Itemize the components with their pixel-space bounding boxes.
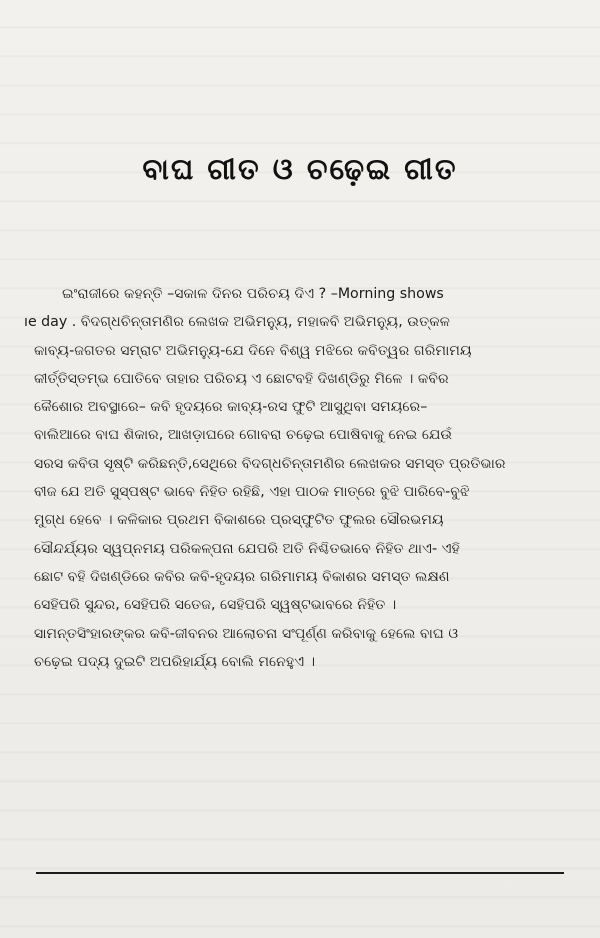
text-line: ସରସ କବିତା ସୃଷ୍ଟି କରିଛନ୍ତି,ସେଥିରେ ବିଦଗ୍ଧଚିନ୍ତାମଣିର ଲେଖକର ସମସ୍ତ ପ୍ରତିଭାର	[34, 455, 506, 472]
page-title: ବାଘ ଗୀତ ଓ ଚଢ଼େଇ ଗୀତ	[142, 152, 458, 186]
text-line: ସୌନ୍ଦର୍ଯ୍ୟର ସ୍ୱପ୍ନମୟ ପରିକଳ୍ପନା ଯେପରି ଅତି ନିଶ୍ଚିତଭାବେ ନିହିତ ଥାଏ- ଏହି	[34, 540, 460, 557]
text-line: ıe day . ବିଦଗ୍ଧଚିନ୍ତାମଣିର ଲେଖକ ଅଭିମନ୍ୟୁ, ମହାକବି ଅଭିମନ୍ୟୁ, ଉତ୍କଳ	[24, 314, 450, 331]
text-line: ବାଲିଆରେ ବାଘ ଶିକାର, ଆଖଡ଼ାଘରେ ଗୋବରା ଚଢ଼େଇ ପୋଷିବାକୁ ନେଇ ଯେଉଁ	[34, 427, 453, 444]
text-line: ଛୋଟ ବହି ଦିଖଣ୍ଡିରେ କବିର କବି-ହୃଦୟର ଗରିମାମୟ ବିକାଶର ସମସ୍ତ ଲକ୍ଷଣ	[34, 568, 450, 585]
text-line: ସେହିପରି ସୁନ୍ଦର, ସେହିପରି ସତେଜ, ସେହିପରି ସ୍ୱଷ୍ଟଭାବରେ ନିହିତ ।	[34, 597, 397, 614]
text-line: ବୀଜ ଯେ ଅତି ସୁସ୍ପଷ୍ଟ ଭାବେ ନିହିତ ରହିଛି, ଏହା ପାଠକ ମାତ୍ରେ ବୁଝି ପାରିବେ-ବୁଝି	[34, 484, 470, 501]
text-line: ମୁଗ୍ଧ ହେବେ । କଳିକାର ପ୍ରଥମ ବିକାଶରେ ପ୍ରସ୍ଫୁଟିତ ଫୁଲର ସୌରଭମୟ	[34, 512, 444, 529]
footer-rule	[36, 872, 564, 874]
text-line: ଇଂରାଜୀରେ କହନ୍ତି –ସକାଳ ଦିନର ପରିଚୟ ଦିଏ ? –Morning shows	[62, 286, 444, 302]
text-line: ଚଢ଼େଇ ପଦ୍ୟ ଦୁଇଟି ଅପରିହାର୍ଯ୍ୟ ବୋଲି ମନେହୁଏ ।	[34, 653, 316, 670]
body-paragraph	[24, 280, 568, 676]
text-line: କାବ୍ୟ-ଜଗତର ସମ୍ରାଟ ଅଭିମନ୍ୟୁ-ଯେ ଦିନେ ବିଶ୍ୱ ମଝିରେ କବିତ୍ୱର ଗରିମାମୟ	[34, 342, 472, 359]
text-line: କୈଶୋର ଅବସ୍ଥାରେ– କବି ହୃଦୟରେ କାବ୍ୟ-ରସ ଫୁଟି ଆସୁଥିବା ସମୟରେ–	[34, 399, 428, 416]
text-line: ସାମନ୍ତସିଂହାରଙ୍କର କବି-ଜୀବନର ଆଲୋଚନା ସଂପୂର୍ଣ୍ଣ କରିବାକୁ ହେଲେ ବାଘ ଓ	[34, 625, 459, 642]
text-line: କୀର୍ତ୍ତିସ୍ତମ୍ଭ ପୋତିବେ ତାହାର ପରିଚୟ ଏ ଛୋଟବହି ଦିଖଣ୍ଡିରୁ ମିଳେ । କବିର	[34, 370, 449, 387]
